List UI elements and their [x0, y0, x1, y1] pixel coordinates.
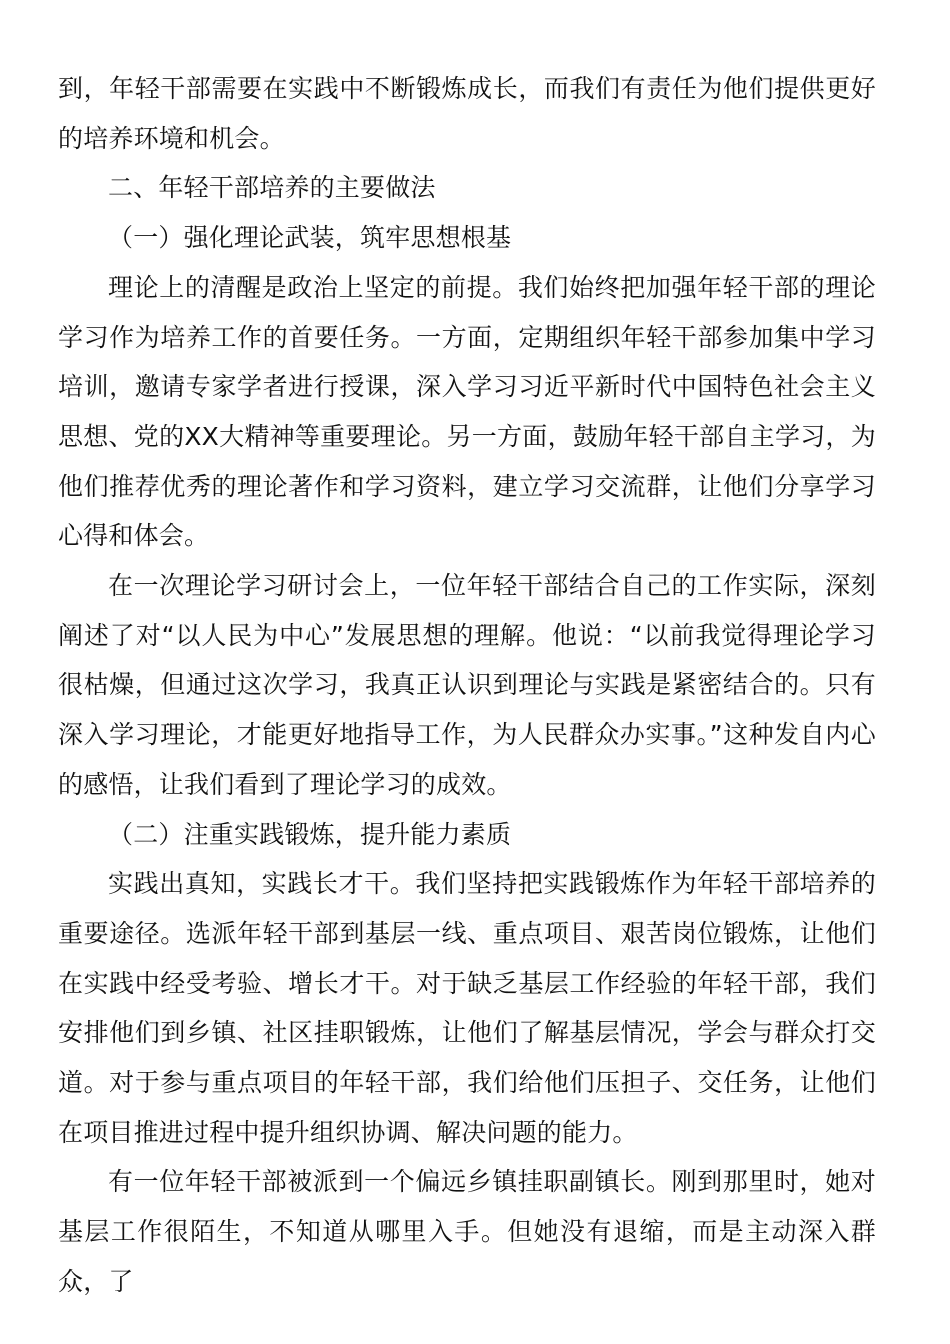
paragraph-continuation: 到，年轻干部需要在实践中不断锻炼成长，而我们有责任为他们提供更好的培养环境和机会。: [58, 74, 876, 153]
subsection-heading-2: （二）注重实践锻炼，提升能力素质: [108, 819, 512, 849]
subsection-heading-1: （一）强化理论武装，筑牢思想根基: [108, 223, 512, 253]
document-page: [58, 64, 876, 1307]
section-heading: 二、年轻干部培养的主要做法: [108, 173, 436, 203]
paragraph-practice-training: 实践出真知，实践长才干。我们坚持把实践锻炼作为年轻干部培养的重要途径。选派年轻干部到基层一线、重点项目、艰苦岗位锻炼，让他们在实践中经受考验、增长才干。对于缺乏基层工作经验的年轻干部，我们安排他们到乡镇、社区挂职锻炼，让他们了解基层情况，学会与群众打交道。对于参与重点项目的年轻干部，我们给他们压担子、交任务，让他们在项目推进过程中提升组织协调、解决问题的能力。: [58, 869, 876, 1147]
paragraph-seminar-example: 在一次理论学习研讨会上，一位年轻干部结合自己的工作实际，深刻阐述了对“以人民为中心”发展思想的理解。他说：“以前我觉得理论学习很枯燥，但通过这次学习，我真正认识到理论与实践是紧密结合的。只有深入学习理论，才能更好地指导工作，为人民群众办实事。”这种发自内心的感悟，让我们看到了理论学习的成效。: [58, 571, 876, 799]
paragraph-township-example: 有一位年轻干部被派到一个偏远乡镇挂职副镇长。刚到那里时，她对基层工作很陌生，不知道从哪里入手。但她没有退缩，而是主动深入群众，了: [58, 1167, 876, 1296]
paragraph-theory-study: 理论上的清醒是政治上坚定的前提。我们始终把加强年轻干部的理论学习作为培养工作的首要任务。一方面，定期组织年轻干部参加集中学习培训，邀请专家学者进行授课，深入学习习近平新时代中国特色社会主义思想、党的XX大精神等重要理论。另一方面，鼓励年轻干部自主学习，为他们推荐优秀的理论著作和学习资料，建立学习交流群，让他们分享学习心得和体会。: [58, 272, 876, 551]
